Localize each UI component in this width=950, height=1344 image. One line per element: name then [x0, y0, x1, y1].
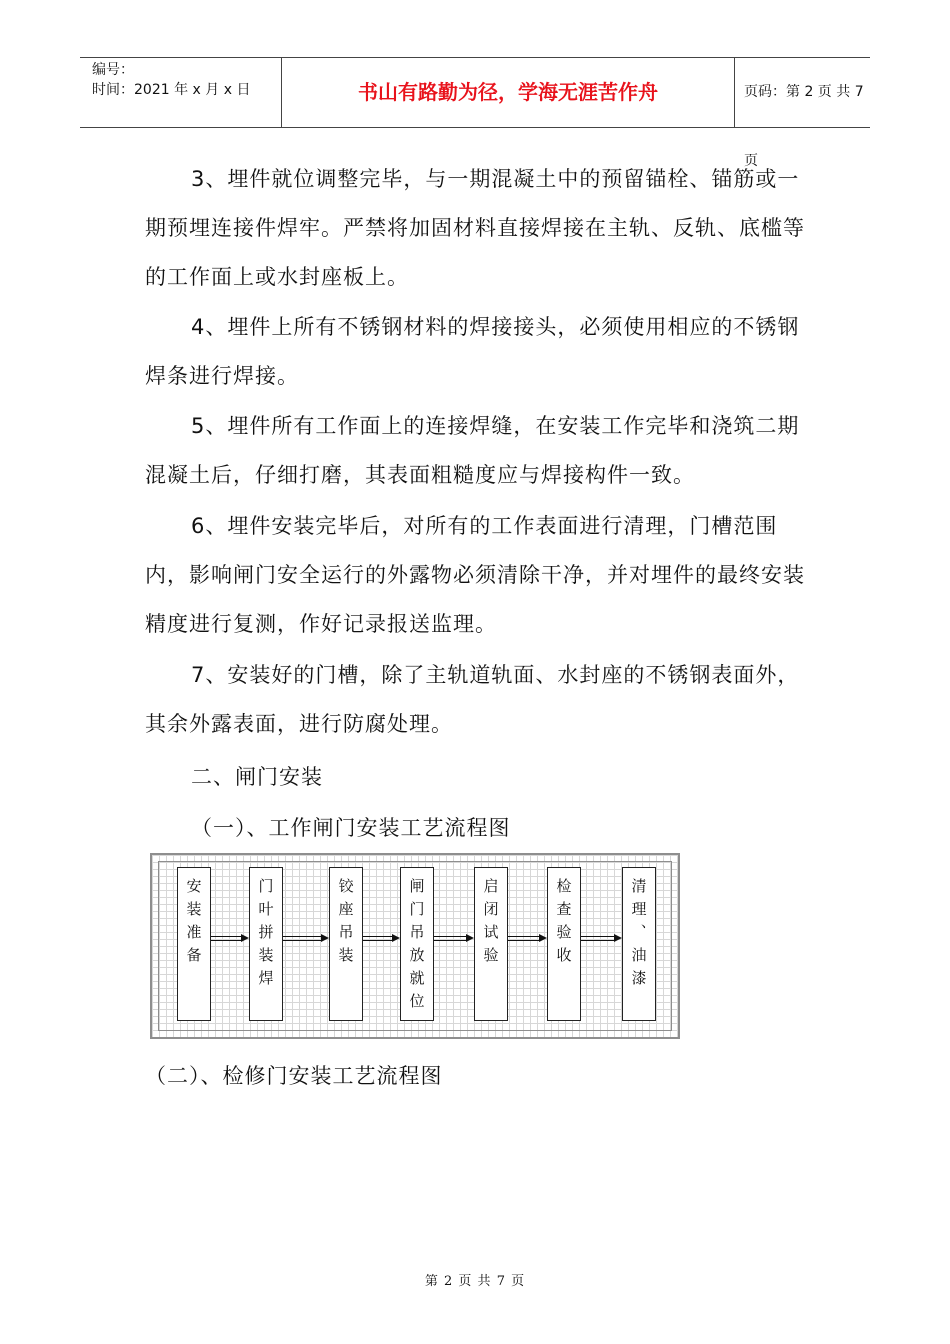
- flow-step-gate-placement: 闸门吊放就位: [400, 867, 434, 1021]
- flow-step-hoist-test: 启闭试验: [474, 867, 508, 1021]
- flow-step-clean-paint: 清理、油漆: [622, 867, 656, 1021]
- flow-step-prepare: 安装准备: [177, 867, 211, 1021]
- flow-arrow: [434, 934, 474, 942]
- paragraph-4: 4、埋件上所有不锈钢材料的焊接接头，必须使用相应的不锈钢焊条进行焊接。: [145, 315, 800, 388]
- header-motto: 书山有路勤为径，学海无涯苦作舟: [358, 80, 658, 104]
- page-footer: 第 2 页 共 7 页: [424, 1274, 526, 1289]
- header-meta: [80, 58, 280, 129]
- flow-arrow: [581, 934, 622, 942]
- flow-step-leaf-assembly: 门叶拼装焊: [249, 867, 283, 1021]
- header-page-info: 页码：第 2 页 共 7 页: [744, 84, 864, 169]
- section-heading: 二、闸门安装: [191, 765, 323, 789]
- flow-step-inspection: 检查验收: [547, 867, 581, 1021]
- flow-arrow: [508, 934, 547, 942]
- flow-step-hinge-hoist: 铰座吊装: [329, 867, 363, 1021]
- sub-heading-work-gate: （一）、工作闸门安装工艺流程图: [191, 816, 511, 840]
- paragraph-5: 5、埋件所有工作面上的连接焊缝，在安装工作完毕和浇筑二期混凝土后，仔细打磨，其表面粗糙度应与焊接构件一致。: [145, 414, 800, 487]
- work-gate-flowchart: [150, 853, 680, 1039]
- time-label: 时间：2021 年 x 月 x 日: [92, 82, 251, 98]
- paragraph-6: 6、埋件安装完毕后，对所有的工作表面进行清理，门槽范围内，影响闸门安全运行的外露物必须清除干净，并对埋件的最终安装精度进行复测，作好记录报送监理。: [145, 514, 805, 636]
- sub-heading-maintenance-gate: （二）、检修门安装工艺流程图: [145, 1064, 443, 1088]
- flow-arrow: [363, 934, 400, 942]
- number-label: 编号：: [92, 62, 134, 78]
- paragraph-3: 3、埋件就位调整完毕，与一期混凝土中的预留锚栓、锚筋或一期预埋连接件焊牢。严禁将加固材料直接焊接在主轨、反轨、底槛等的工作面上或水封座板上。: [145, 167, 805, 289]
- paragraph-7: 7、安装好的门槽，除了主轨道轨面、水封座的不锈钢表面外，其余外露表面，进行防腐处理。: [145, 663, 800, 736]
- document-header: [80, 57, 870, 169]
- flow-arrow: [283, 934, 329, 942]
- header-divider: [734, 58, 735, 127]
- flow-arrow: [211, 934, 249, 942]
